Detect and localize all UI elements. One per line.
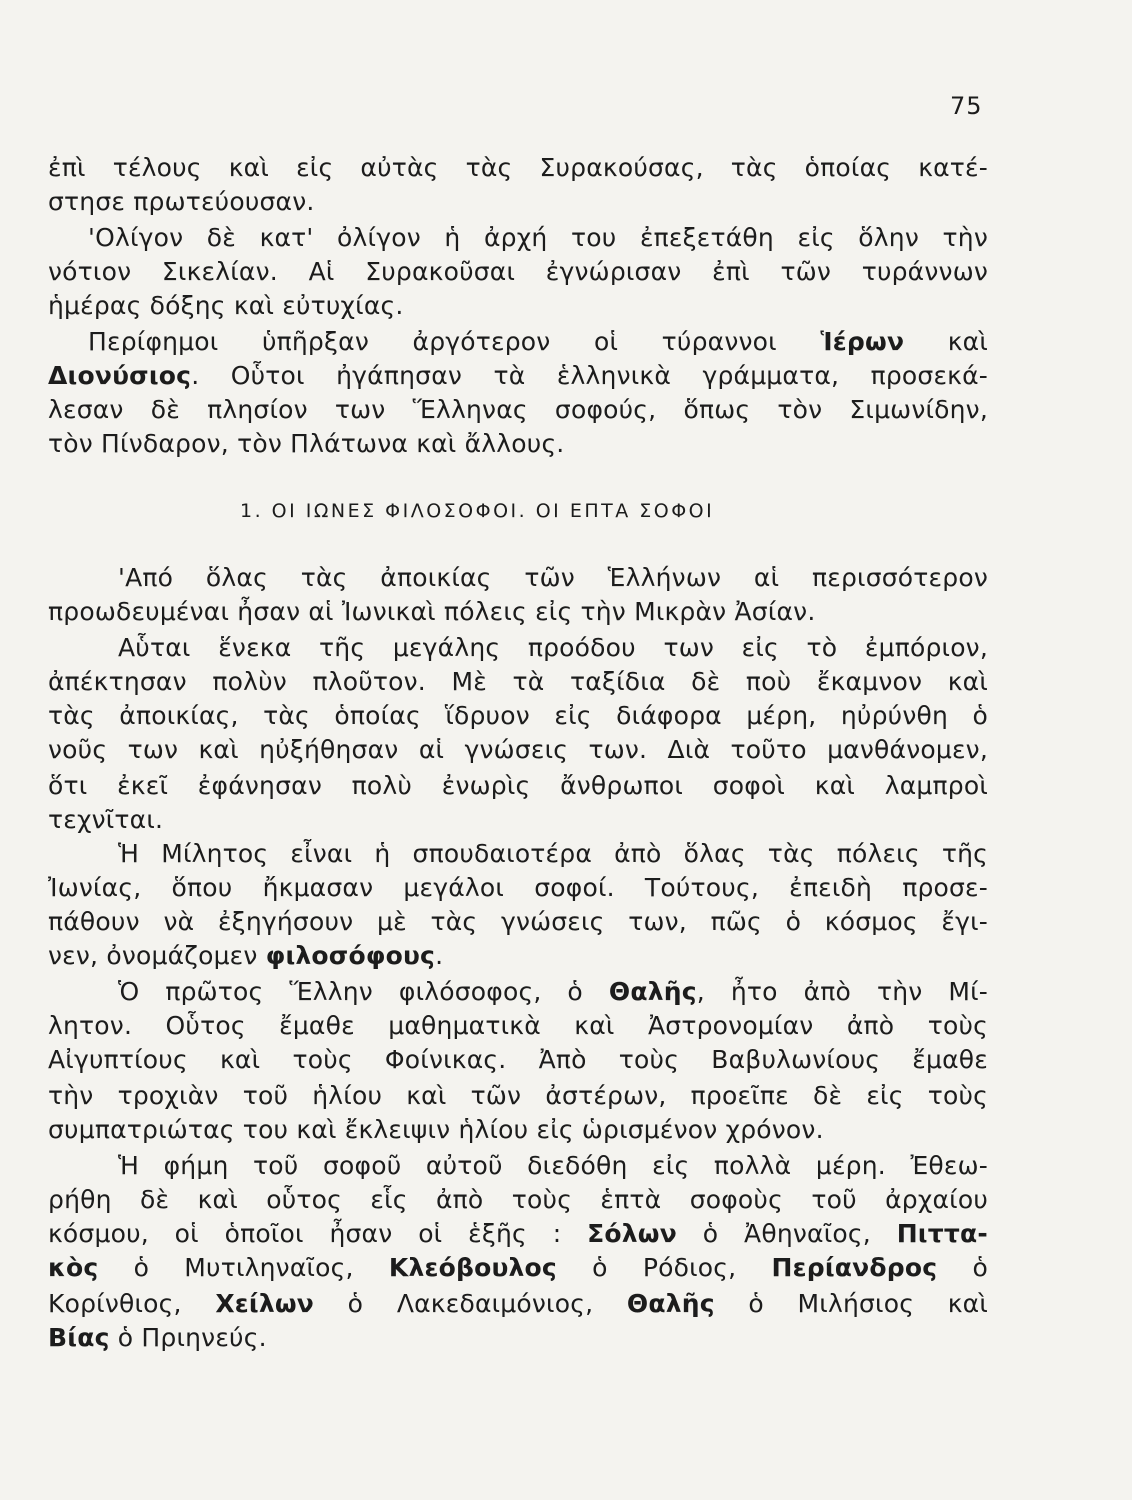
text-line: τεχνῖται. [48,805,164,834]
text-line: λεσαν δὲ πλησίον των Ἕλληνας σοφούς, ὅπως τὸν Σιμωνίδην, [48,395,988,424]
bold-name: Κλεόβουλος [388,1253,557,1282]
text-line: λητον. Οὗτος ἔμαθε μαθηματικὰ καὶ Ἀστρονομίαν ἀπὸ τοὺς [48,1011,988,1040]
bold-name: Πιττα- [896,1219,989,1248]
bold-term: φιλοσόφους [265,941,436,970]
text-line: τὴν τροχιὰν τοῦ ἡλίου καὶ τῶν ἀστέρων, προεῖπε δὲ εἰς τοὺς [48,1081,988,1110]
text-line: συμπατριώτας του καὶ ἔκλειψιν ἡλίου εἰς ὡρισμένον χρόνον. [48,1115,824,1144]
text-line: Βίας ὁ Πριηνεύς. [48,1323,267,1352]
text-line: 'Ολίγον δὲ κατ' ὀλίγον ἡ ἀρχή του ἐπεξετάθη εἰς ὅλην τὴν [88,223,988,252]
section-heading: 1. ΟΙ ΙΩΝΕΣ ΦΙΛΟΣΟΦΟΙ. ΟΙ ΕΠΤΑ ΣΟΦΟΙ [240,500,715,522]
text-line: κὸς ὁ Μυτιληναῖος, Κλεόβουλος ὁ Ρόδιος, Περίανδρος ὁ [48,1253,988,1282]
text-line: 'Από ὅλας τὰς ἀποικίας τῶν Ἑλλήνων αἱ περισσότερον [118,563,988,592]
bold-name: Χείλων [215,1289,315,1318]
text-line: ὅτι ἐκεῖ ἐφάνησαν πολὺ ἐνωρὶς ἄνθρωποι σοφοὶ καὶ λαμπροὶ [48,771,988,800]
text-line: νοῦς των καὶ ηὐξήθησαν αἱ γνώσεις των. Διὰ τοῦτο μανθάνομεν, [48,735,988,764]
text-line: Αὗται ἕνεκα τῆς μεγάλης προόδου των εἰς τὸ ἐμπόριον, [118,633,988,662]
bold-name: Διονύσιος [48,361,192,390]
bold-name: Ἱέρων [820,327,905,356]
text-line: νεν, ὀνομάζομεν φιλοσόφους. [48,941,444,970]
bold-name: Σόλων [587,1219,677,1248]
text-line: ἡμέρας δόξης καὶ εὐτυχίας. [48,291,404,320]
text-line: προωδευμέναι ἦσαν αἱ Ἰωνικαὶ πόλεις εἰς τὴν Μικρὰν Ἀσίαν. [48,597,816,626]
text-line: ρήθη δὲ καὶ οὗτος εἷς ἀπὸ τοὺς ἑπτὰ σοφοὺς τοῦ ἀρχαίου [48,1185,988,1214]
text-line: Ἰωνίας, ὅπου ἤκμασαν μεγάλοι σοφοί. Τούτους, ἐπειδὴ προσε- [48,873,988,902]
text-line: Περίφημοι ὑπῆρξαν ἀργότερον οἱ τύραννοι Ἱέρων καὶ [88,327,988,356]
text-line: κόσμου, οἱ ὁποῖοι ἦσαν οἱ ἑξῆς : Σόλων ὁ Ἀθηναῖος, Πιττα- [48,1219,989,1248]
text-line: Ἡ φήμη τοῦ σοφοῦ αὐτοῦ διεδόθη εἰς πολλὰ μέρη. Ἐθεω- [118,1151,988,1180]
text-line: ἐπὶ τέλους καὶ εἰς αὐτὰς τὰς Συρακούσας, τὰς ὁποίας κατέ- [48,153,988,182]
text-line: Ὁ πρῶτος Ἕλλην φιλόσοφος, ὁ Θαλῆς, ἦτο ἀπὸ τὴν Μί- [118,977,988,1006]
text-line: Ἡ Μίλητος εἶναι ἡ σπουδαιοτέρα ἀπὸ ὅλας τὰς πόλεις τῆς [118,839,988,868]
text-line: τὰς ἀποικίας, τὰς ὁποίας ἵδρυον εἰς διάφορα μέρη, ηὐρύνθη ὁ [48,701,988,730]
bold-name: Περίανδρος [771,1253,938,1282]
bold-name: Βίας [48,1323,110,1352]
text-line: ἀπέκτησαν πολὺν πλοῦτον. Μὲ τὰ ταξίδια δὲ ποὺ ἔκαμνον καὶ [48,667,988,696]
text-line: στησε πρωτεύουσαν. [48,187,315,216]
page-number: 75 [950,92,983,120]
text-line: τὸν Πίνδαρον, τὸν Πλάτωνα καὶ ἄλλους. [48,429,565,458]
text-line: Διονύσιος. Οὗτοι ἠγάπησαν τὰ ἑλληνικὰ γράμματα, προσεκά- [48,361,988,390]
bold-name: Θαλῆς [608,977,697,1006]
text-line: πάθουν νὰ ἐξηγήσουν μὲ τὰς γνώσεις των, πῶς ὁ κόσμος ἔγι- [48,907,988,936]
text-line: Κορίνθιος, Χείλων ὁ Λακεδαιμόνιος, Θαλῆς ὁ Μιλήσιος καὶ [48,1289,988,1318]
bold-name: κὸς [48,1253,99,1282]
text-line: νότιον Σικελίαν. Αἱ Συρακοῦσαι ἐγνώρισαν ἐπὶ τῶν τυράννων [48,257,988,286]
text-line: Αἰγυπτίους καὶ τοὺς Φοίνικας. Ἀπὸ τοὺς Βαβυλωνίους ἔμαθε [48,1045,988,1074]
bold-name: Θαλῆς [626,1289,715,1318]
